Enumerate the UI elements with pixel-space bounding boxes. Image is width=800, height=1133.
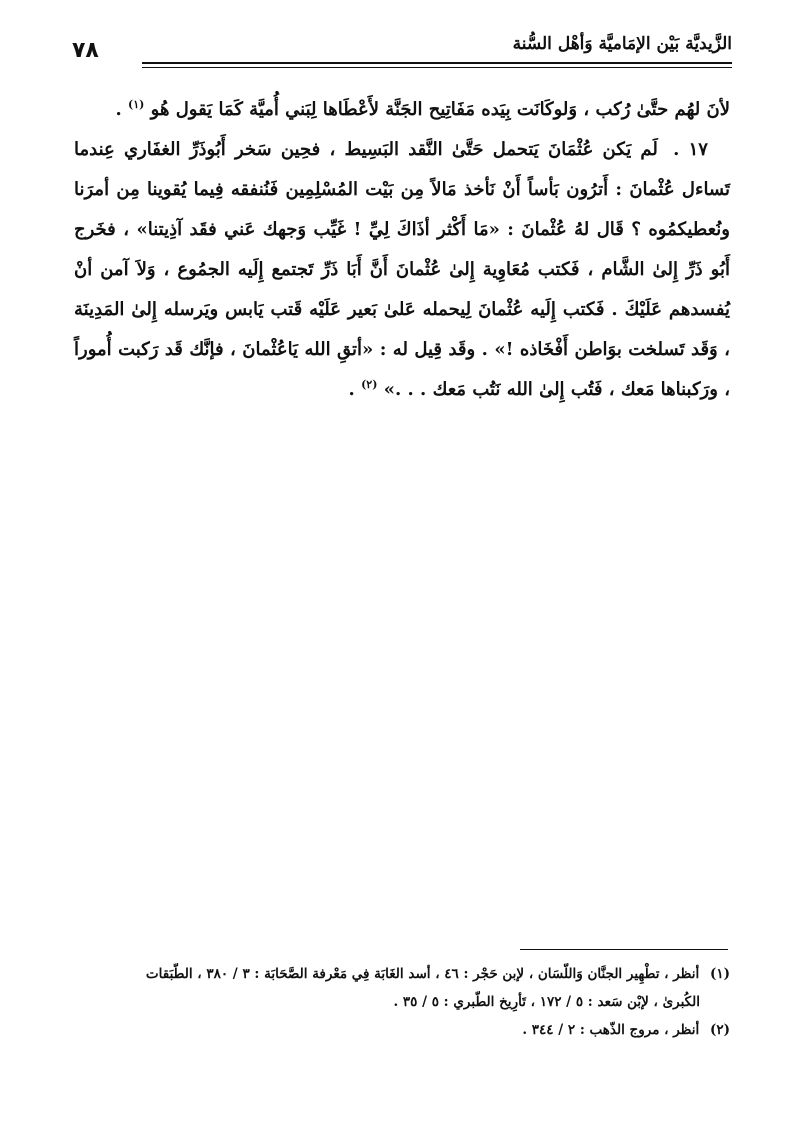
footnote-ref-2: (٢)	[361, 378, 378, 391]
footnote-1-continuation	[74, 988, 730, 1016]
footnote-2-text: أنظر ، مروج الذّهب : ٢ / ٣٤٤ .	[522, 1022, 700, 1038]
footnote-1-line-2: الكُبرىٰ ، لإبْن سَعد : ٥ / ١٧٢ ، تَأرِيخ الطّبري : ٥ / ٣٥ .	[393, 994, 700, 1010]
opening-line	[74, 90, 730, 130]
page-number: ٧٨	[72, 38, 99, 63]
footnote-1-marker: (١)	[709, 966, 730, 982]
opening-line-text: لأنَ لهُم حتَّىٰ رُكب ، وَلوكَانَت بِيَده مَفَاتِيح الجَنَّة لأَعْطَاها لِبَني أُميَّة كَمَا يَقول هُو	[150, 99, 730, 120]
running-title: الزَّيديَّة بَيْن الإمَاميَّة وَأهْل السُّنة	[512, 34, 732, 54]
footnote-separator	[520, 949, 728, 950]
footnote-1	[74, 960, 730, 988]
paragraph-17	[74, 130, 730, 410]
footnote-ref-1: (١)	[128, 98, 145, 111]
footnote-1-line-1: أنظر ، تطْهِير الجنَّان وَاللّسَان ، لإبن حَجْر : ٤٦ ، أسد الغَابَة فِي مَعْرفة الصَّحَابَة : ٣ / ٣٨٠ ، الطّبَقات	[145, 966, 700, 982]
footnotes	[74, 960, 730, 1044]
header-rule-thin	[142, 67, 732, 68]
footnote-2	[74, 1016, 730, 1044]
main-text	[74, 90, 730, 410]
paragraph-number: ١٧ .	[673, 139, 708, 160]
paragraph-17-end: .	[348, 379, 355, 400]
page-header	[72, 28, 732, 72]
opening-line-end: .	[115, 99, 122, 120]
footnote-2-marker: (٢)	[709, 1022, 730, 1038]
paragraph-17-text: لَم يَكن عُثْمَانَ يَتحمل حَتَّىٰ النَّقد البَسِيط ، فحِين سَخر أَبُوذَرِّ الغفَاري عِندما تَساءل عُثْمانَ : أَترُون بَأساً أَنْ نَأخذ مَالاً مِن بَيْت المُسْلِمِين فَنُنفقه فِيما يُقوينا مِن أمرَنا ونُعطيكمُوه ؟ قَال لهُ عُثْمانَ : «مَا أَكْثر أذَاكَ لِيِّ ! غَيِّب وَجهك عَني فقَد آذِيتنا» ، فخَرج أَبُو ذَرِّ إِلىٰ الشَّام ، فَكتب مُعَاوِية إِلىٰ عُثْمانَ أَنَّ أَبَا ذَرِّ تَجتمع إِلَيه الجمُوع ، وَلاَ آمن أنْ يُفسدهم عَلَيْكَ . فَكتب إِلَيه عُثْمانَ لِيحمله عَلىٰ بَعير عَلَيْه قَتب يَابس ويَرسله إِلىٰ المَدِينَة ، وَقَد تَسلخت بوَاطن أَفْخَاذه !» . وقَد قِيل له : «أتقِ الله يَاعُثْمانَ ، فإنَّك قَد رَكبت أُموراً ، ورَكبناها مَعك ، فَتُب إِلىٰ الله نَتُب مَعك . . .»	[74, 139, 730, 400]
header-rule-thick	[142, 62, 732, 64]
